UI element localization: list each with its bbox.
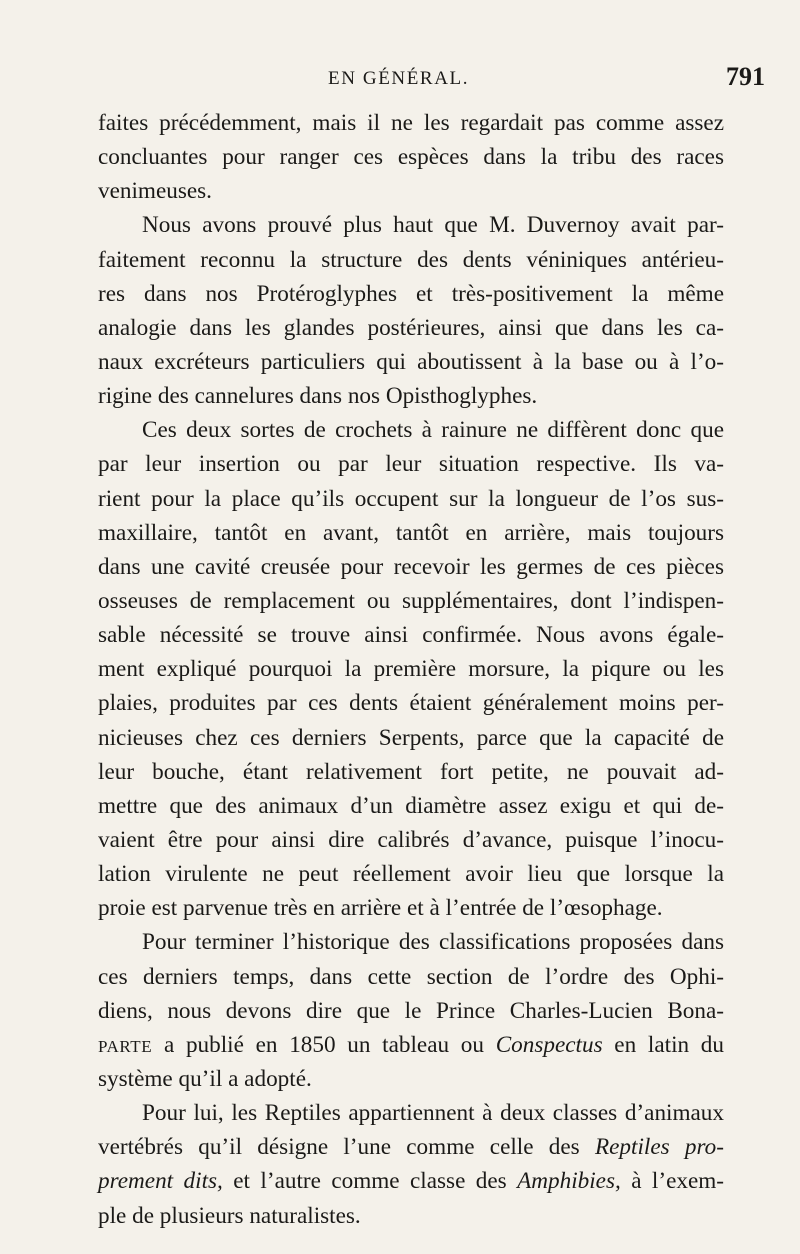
text-line: analogie dans les glandes postérieures, ainsi que dans les ca- bbox=[98, 314, 724, 341]
inline-text: vertébrés qu’il désigne l’une comme celle des bbox=[98, 1134, 595, 1161]
italic-text: Conspectus bbox=[495, 1031, 603, 1058]
page-number: 791 bbox=[726, 62, 765, 91]
text-line: leur bouche, étant relativement fort petite, ne pouvait ad- bbox=[98, 758, 724, 785]
text-line: système qu’il a adopté. bbox=[98, 1065, 312, 1092]
text-line: Pour lui, les Reptiles appartiennent à deux classes d’animaux bbox=[142, 1100, 724, 1127]
text-line: Nous avons prouvé plus haut que M. Duvernoy avait par- bbox=[142, 212, 724, 239]
text-line bbox=[98, 1028, 724, 1062]
italic-text: prement dits, bbox=[98, 1168, 223, 1195]
text-line: Ces deux sortes de crochets à rainure ne diffèrent donc que bbox=[142, 417, 724, 444]
text-line: mettre que des animaux d’un diamètre assez exigu et qui de- bbox=[98, 792, 724, 819]
text-line: faites précédemment, mais il ne les regardait pas comme assez bbox=[98, 110, 724, 136]
body-text bbox=[98, 106, 724, 1233]
text-line: nicieuses chez ces derniers Serpents, parce que la capacité de bbox=[98, 724, 724, 751]
text-line bbox=[98, 1164, 724, 1198]
text-line: diens, nous devons dire que le Prince Charles-Lucien Bona- bbox=[98, 997, 724, 1024]
text-line: naux excréteurs particuliers qui aboutissent à la base ou à l’o- bbox=[98, 348, 724, 375]
italic-text: Amphibies, bbox=[517, 1168, 621, 1195]
text-line: sable nécessité se trouve ainsi confirmée. Nous avons égale- bbox=[98, 622, 724, 649]
text-line: ces derniers temps, dans cette section de l’ordre des Ophi- bbox=[98, 963, 724, 990]
small-caps-text: PARTE bbox=[98, 1036, 153, 1056]
text-line: maxillaire, tantôt en avant, tantôt en arrière, mais toujours bbox=[98, 519, 724, 546]
inline-text: à l’exem- bbox=[620, 1168, 725, 1195]
text-line: dans une cavité creusée pour recevoir les germes de ces pièces bbox=[98, 553, 724, 580]
text-line: res dans nos Protéroglyphes et très-positivement la même bbox=[98, 280, 724, 307]
text-line: rigine des cannelures dans nos Opisthoglyphes. bbox=[98, 383, 538, 410]
text-line: ment expliqué pourquoi la première morsure, la piqure ou les bbox=[98, 656, 724, 683]
text-line: vaient être pour ainsi dire calibrés d’avance, puisque l’inocu- bbox=[98, 826, 724, 853]
text-line: osseuses de remplacement ou supplémentaires, dont l’indispen- bbox=[98, 587, 724, 614]
inline-text: a publié en 1850 un tableau ou bbox=[152, 1031, 496, 1058]
inline-text: en latin du bbox=[602, 1031, 724, 1058]
text-line: ple de plusieurs naturalistes. bbox=[98, 1202, 361, 1229]
text-line: plaies, produites par ces dents étaient généralement moins per- bbox=[98, 690, 724, 717]
italic-text: Reptiles pro- bbox=[594, 1134, 724, 1161]
text-line bbox=[98, 1130, 724, 1164]
running-head: EN GÉNÉRAL. bbox=[328, 68, 470, 89]
text-line: rient pour la place qu’ils occupent sur la longueur de l’os sus- bbox=[98, 485, 724, 512]
inline-text: et l’autre comme classe des bbox=[222, 1168, 518, 1195]
text-line: concluantes pour ranger ces espèces dans la tribu des races bbox=[98, 144, 724, 171]
text-line: Pour terminer l’historique des classifications proposées dans bbox=[142, 929, 724, 956]
text-line: faitement reconnu la structure des dents véniniques antérieu- bbox=[98, 246, 724, 273]
text-line: proie est parvenue très en arrière et à l’entrée de l’œsophage. bbox=[98, 895, 663, 922]
text-line: par leur insertion ou par leur situation respective. Ils va- bbox=[98, 451, 724, 478]
page-header bbox=[0, 62, 800, 96]
text-line: lation virulente ne peut réellement avoir lieu que lorsque la bbox=[98, 861, 724, 888]
text-line: venimeuses. bbox=[98, 178, 212, 205]
